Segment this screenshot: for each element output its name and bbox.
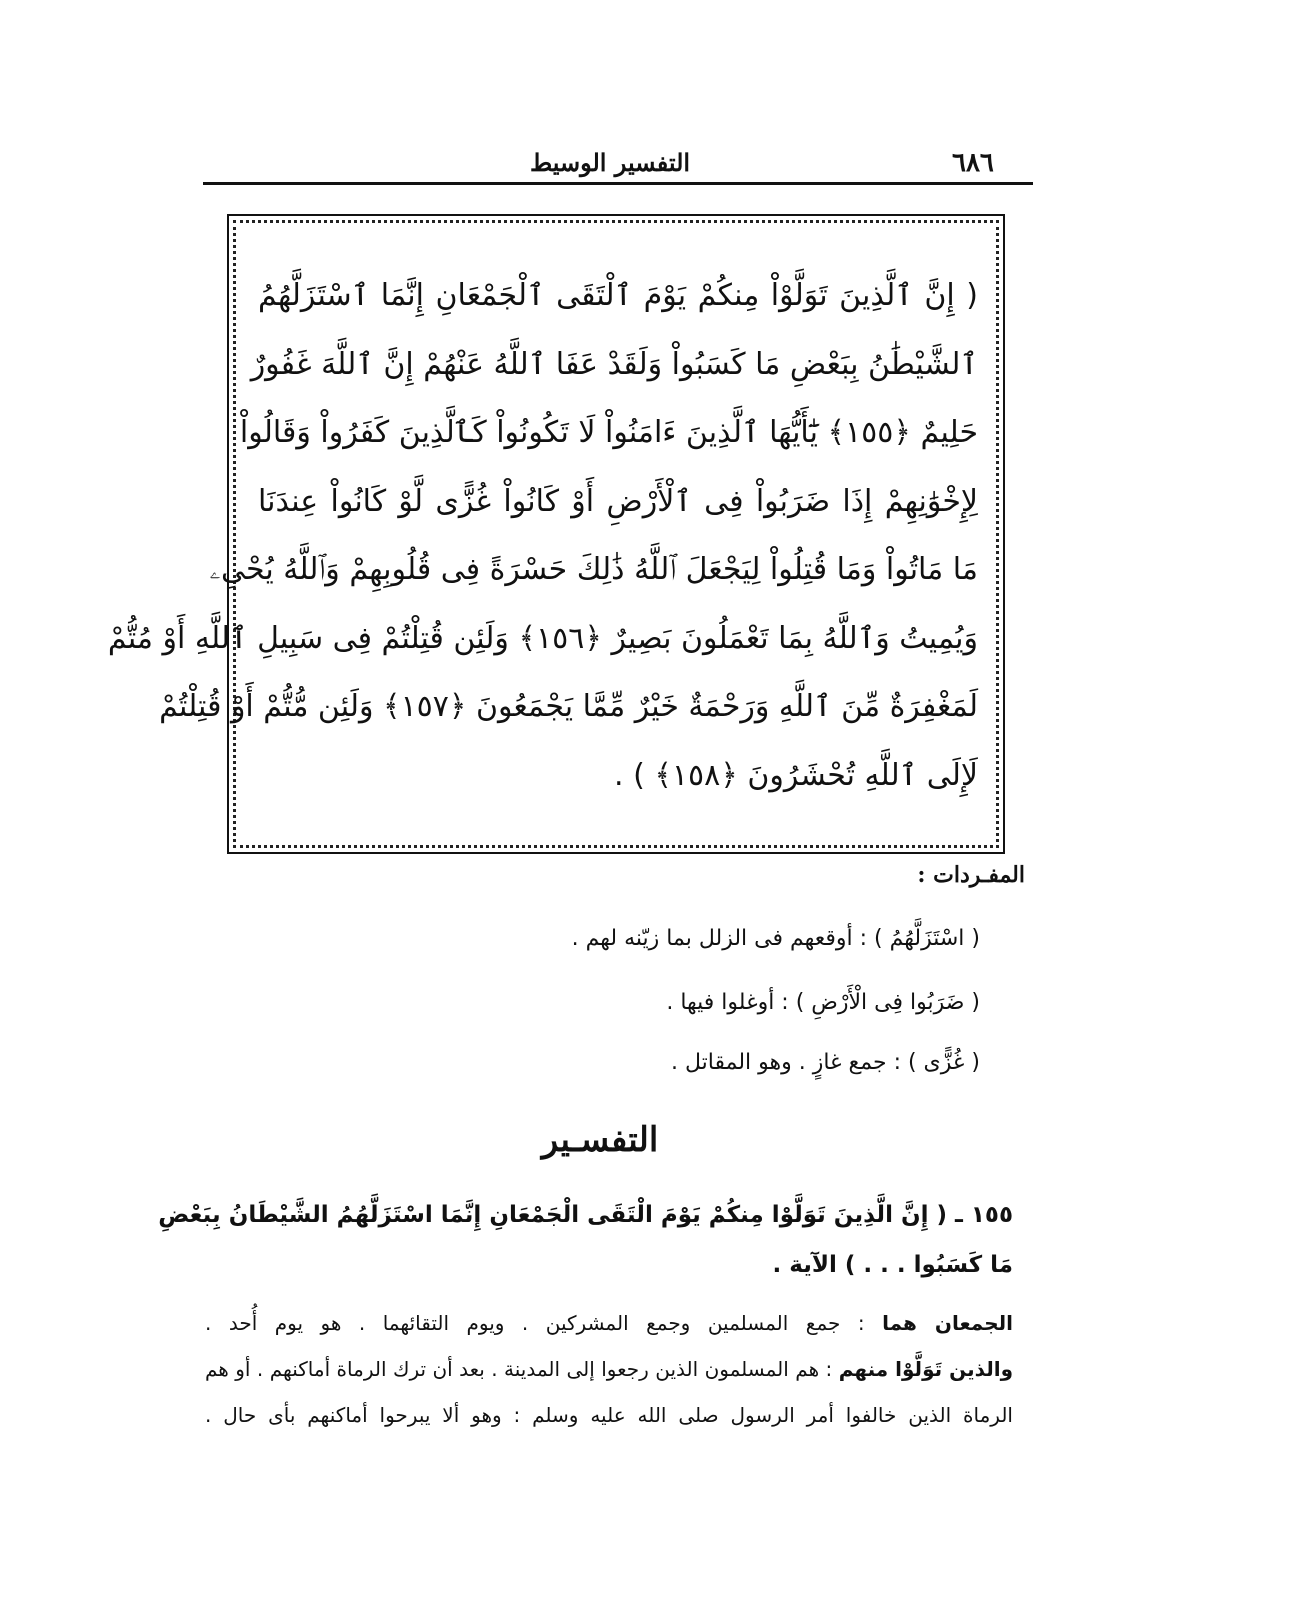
- commentary-text: الرماة الذين خالفوا أمر الرسول صلى الله عليه وسلم : وهو ألا يبرحوا أماكنهم بأى حال .: [205, 1403, 1013, 1427]
- commentary-text: : هم المسلمون الذين رجعوا إلى المدينة . بعد أن ترك الرماة أماكنهم . أو هم: [205, 1357, 839, 1381]
- vocabulary-entry: ( اسْتَزَلَّهُمُ ) : أوقعهم فى الزلل بما زيّنه لهم .: [571, 926, 980, 951]
- header-rule: [203, 182, 1033, 185]
- verse-line: مَا مَاتُواْ وَمَا قُتِلُواْ لِيَجْعَلَ ٱللَّهُ ذَٰلِكَ حَسْرَةً فِى قُلُوبِهِمْ وَٱللَّهُ يُحْىِۦ: [209, 552, 978, 587]
- tafsir-verse: [158, 1190, 1013, 1290]
- running-title: التفسير الوسيط: [529, 148, 691, 177]
- commentary-line: [205, 1300, 1013, 1346]
- commentary-text: : جمع المسلمين وجمع المشركين . ويوم التقائهما . هو يوم أُحد .: [205, 1311, 883, 1335]
- commentary-line: [205, 1346, 1013, 1392]
- verse-line: ( إِنَّ ٱلَّذِينَ تَوَلَّوْاْ مِنكُمْ يَوْمَ ٱلْتَقَى ٱلْجَمْعَانِ إِنَّمَا ٱسْتَزَلَّهُمُ: [258, 278, 978, 313]
- tafsir-verse-line: ١٥٥ ـ ( إِنَّ الَّذِينَ تَوَلَّوْا مِنكُمْ يَوْمَ الْتَقَى الْجَمْعَانِ إِنَّمَا اسْتَزَلَّهُمُ الشَّيْطَانُ بِبَعْضِ: [158, 1202, 1013, 1228]
- vocabulary-label: المفـردات :: [917, 862, 1025, 888]
- verse-line: ٱلشَّيْطَٰنُ بِبَعْضِ مَا كَسَبُواْ وَلَقَدْ عَفَا ٱللَّهُ عَنْهُمْ إِنَّ ٱللَّهَ غَفُورٌ: [250, 346, 978, 382]
- vocabulary-entry: ( ضَرَبُوا فِى الْأَرْضِ ) : أوغلوا فيها .: [666, 990, 980, 1015]
- verse-line: لَإِلَى ٱللَّهِ تُحْشَرُونَ ﴿١٥٨﴾ ) .: [614, 757, 978, 793]
- page-number: ٦٨٦: [952, 148, 994, 178]
- commentary-line: [205, 1392, 1013, 1438]
- vocabulary-entry: ( غُزًّى ) : جمع غازٍ . وهو المقاتل .: [671, 1050, 980, 1075]
- verse-line: وَيُمِيتُ وَٱللَّهُ بِمَا تَعْمَلُونَ بَصِيرٌ ﴿١٥٦﴾ وَلَئِن قُتِلْتُمْ فِى سَبِيلِ ٱللَّهِ أَوْ مُتُّمْ: [107, 620, 978, 656]
- verse-line: لِإِخْوَٰنِهِمْ إِذَا ضَرَبُواْ فِى ٱلْأَرْضِ أَوْ كَانُواْ غُزًّى لَّوْ كَانُواْ عِندَنَا: [258, 483, 978, 519]
- verse-line: لَمَغْفِرَةٌ مِّنَ ٱللَّهِ وَرَحْمَةٌ خَيْرٌ مِّمَّا يَجْمَعُونَ ﴿١٥٧﴾ وَلَئِن مُّتُّمْ أَوْ قُتِلْتُمْ: [159, 689, 978, 724]
- verse-block: [107, 262, 978, 810]
- tafsir-verse-line: مَا كَسَبُوا . . . ) الآية .: [772, 1252, 1013, 1278]
- commentary-term: الجمعان هما: [882, 1311, 1013, 1335]
- verse-line: حَلِيمٌ ﴿١٥٥﴾ يَٰٓأَيُّهَا ٱلَّذِينَ ءَامَنُواْ لَا تَكُونُواْ كَٱلَّذِينَ كَفَرُواْ وَقَالُواْ: [239, 415, 978, 450]
- tafsir-heading: التفسـير: [541, 1120, 659, 1160]
- commentary-term: والذين تَوَلَّوْا منهم: [838, 1357, 1013, 1381]
- commentary: [205, 1300, 1013, 1438]
